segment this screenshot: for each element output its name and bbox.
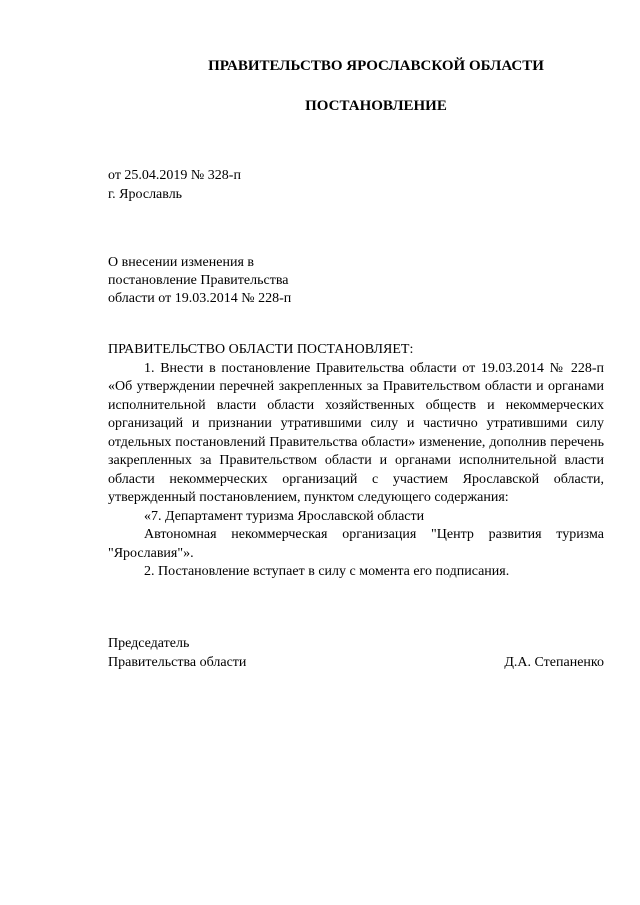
decree-statement: ПРАВИТЕЛЬСТВО ОБЛАСТИ ПОСТАНОВЛЯЕТ:: [108, 342, 414, 357]
subject-line: постановление Правительства: [108, 273, 289, 288]
city: г. Ярославль: [108, 187, 183, 202]
item-2-paragraph: 2. Постановление вступает в силу с момента его подписания.: [144, 564, 510, 579]
document-meta: [108, 166, 241, 204]
signatory-position-line1: Председатель: [108, 636, 190, 651]
signature-row: [108, 653, 604, 672]
signatory-name: Д.А. Степаненко: [504, 655, 604, 670]
document-body: [108, 341, 604, 582]
document-subject: [108, 254, 291, 308]
signature-block: [108, 634, 604, 672]
document-type-title: ПОСТАНОВЛЕНИЕ: [305, 98, 447, 114]
item-7-heading: «7. Департамент туризма Ярославской области: [144, 508, 425, 524]
subject-line: О внесении изменения в: [108, 255, 254, 270]
item-1-paragraph: 1. Внести в постановление Правительства области от 19.03.2014 № 228-п «Об утверждении перечней закрепленных за Правительством области и органами исполнительной власти области хозяйственных обществ и некоммерческих организаций и признании утратившими силу и частично утратившими силу отдельных постановлений Правительства области» изменение, дополнив перечень закрепленных за Правительством области и органами исполнительной власти области некоммерческих организаций с участием Ярославской области, утвержденный постановлением, пунктом следующего содержания:: [108, 360, 604, 505]
government-title: ПРАВИТЕЛЬСТВО ЯРОСЛАВСКОЙ ОБЛАСТИ: [208, 58, 544, 74]
signatory-position-line2: Правительства области: [108, 655, 247, 670]
date-number: от 25.04.2019 № 328-п: [108, 168, 241, 183]
item-7-organization: Автономная некоммерческая организация "Центр развития туризма "Ярославия"».: [108, 527, 604, 561]
subject-line: области от 19.03.2014 № 228-п: [108, 291, 292, 306]
